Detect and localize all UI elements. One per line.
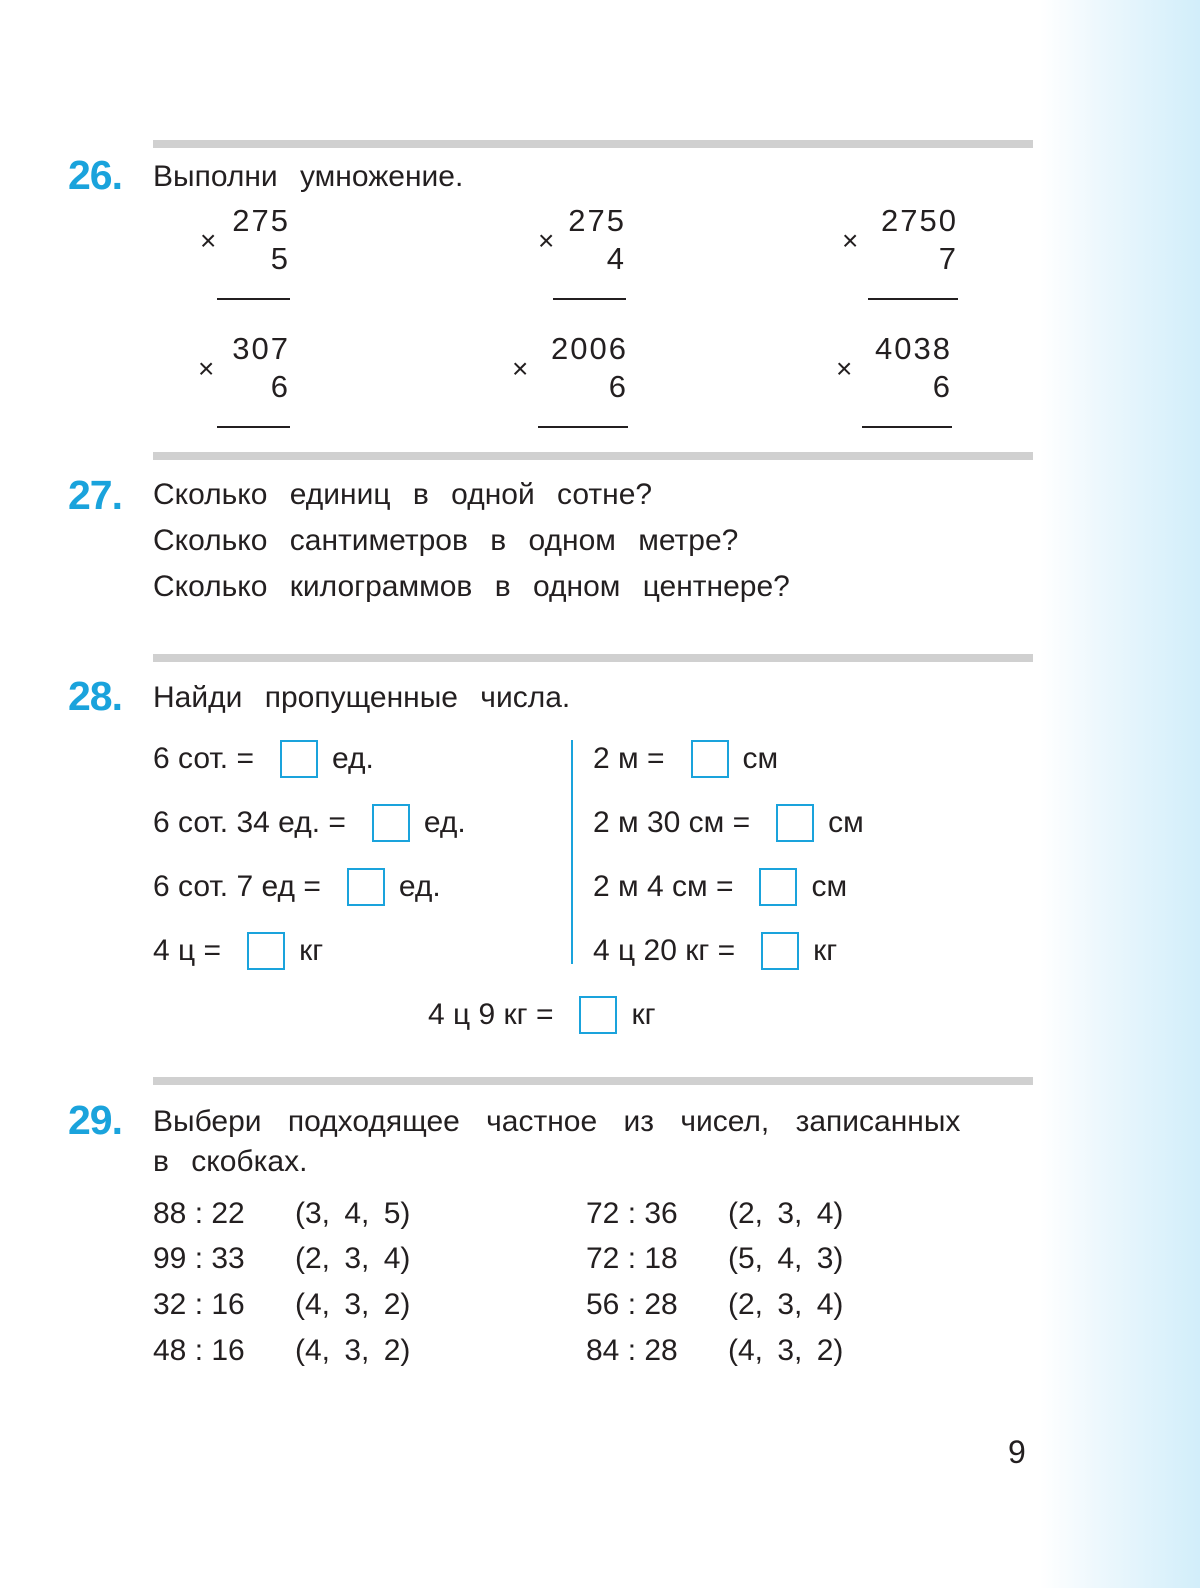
conversion-equation (428, 996, 656, 1034)
multiplicand: 275 (568, 203, 626, 238)
multiply-sign: × (836, 353, 853, 384)
multiplication-problem (836, 333, 952, 428)
equation-left: 2 м 4 см = (593, 870, 734, 903)
division-expression: 48 : 16 (153, 1334, 245, 1367)
equation-unit: см (828, 806, 864, 839)
answer-box[interactable] (579, 996, 617, 1034)
division-options: (3, 4, 5) (295, 1197, 411, 1230)
answer-box[interactable] (776, 804, 814, 842)
division-item (586, 1334, 844, 1367)
answer-box[interactable] (761, 932, 799, 970)
division-item (153, 1288, 411, 1321)
equation-left: 2 м 30 см = (593, 806, 751, 839)
division-options: (5, 4, 3) (728, 1242, 844, 1275)
section-divider (153, 654, 1033, 662)
section-divider (153, 140, 1033, 148)
division-options: (2, 3, 4) (295, 1242, 411, 1275)
exercise-title-continued: в скобках. (153, 1145, 308, 1178)
answer-box[interactable] (247, 932, 285, 970)
answer-line (868, 298, 958, 300)
answer-line (538, 426, 628, 428)
division-expression: 88 : 22 (153, 1197, 245, 1230)
division-expression: 72 : 18 (586, 1242, 678, 1275)
division-expression: 72 : 36 (586, 1197, 678, 1230)
equation-left: 4 ц 9 кг = (428, 998, 554, 1031)
conversion-equation (593, 868, 847, 906)
conversion-equation (153, 868, 441, 906)
equation-left: 4 ц 20 кг = (593, 934, 736, 967)
section-divider (153, 452, 1033, 460)
division-expression: 32 : 16 (153, 1288, 245, 1321)
multiplication-problem (842, 205, 958, 300)
multiplier: 6 (270, 369, 290, 404)
question-line: Сколько килограммов в одном центнере? (153, 570, 790, 603)
multiply-sign: × (512, 353, 529, 384)
multiplier: 4 (606, 241, 626, 276)
multiplier: 7 (938, 241, 958, 276)
multiply-sign: × (538, 225, 555, 256)
question-line: Сколько единиц в одной сотне? (153, 478, 653, 511)
equation-left: 4 ц = (153, 934, 222, 967)
division-options: (4, 3, 2) (295, 1334, 411, 1367)
equation-unit: кг (813, 934, 838, 967)
conversion-equation (593, 740, 778, 778)
division-item (586, 1197, 844, 1230)
column-divider (571, 740, 573, 964)
multiplicand: 307 (232, 331, 290, 366)
multiplication-problem (198, 333, 290, 428)
equation-left: 2 м = (593, 742, 665, 775)
equation-unit: ед. (332, 742, 374, 775)
multiply-sign: × (200, 225, 217, 256)
division-item (153, 1197, 411, 1230)
multiplier: 6 (608, 369, 628, 404)
conversion-equation (153, 932, 323, 970)
division-expression: 56 : 28 (586, 1288, 678, 1321)
equation-unit: кг (631, 998, 656, 1031)
exercise-number: 27. (68, 472, 122, 518)
answer-box[interactable] (691, 740, 729, 778)
multiply-sign: × (198, 353, 215, 384)
division-item (586, 1242, 844, 1275)
exercise-number: 29. (68, 1097, 122, 1143)
conversion-equation (593, 932, 837, 970)
conversion-equation (153, 804, 466, 842)
multiplicand: 275 (232, 203, 290, 238)
answer-box[interactable] (280, 740, 318, 778)
section-divider (153, 1077, 1033, 1085)
equation-left: 6 сот. 7 ед = (153, 870, 321, 903)
division-expression: 99 : 33 (153, 1242, 245, 1275)
equation-unit: кг (299, 934, 324, 967)
answer-box[interactable] (347, 868, 385, 906)
division-options: (4, 3, 2) (728, 1334, 844, 1367)
multiplier: 6 (932, 369, 952, 404)
equation-left: 6 сот. = (153, 742, 254, 775)
answer-box[interactable] (759, 868, 797, 906)
equation-unit: см (811, 870, 848, 903)
conversion-equation (593, 804, 864, 842)
multiplicand: 2006 (551, 331, 628, 366)
answer-line (217, 426, 290, 428)
division-item (153, 1242, 411, 1275)
exercise-title: Найди пропущенные числа. (153, 681, 571, 714)
answer-line (217, 298, 290, 300)
division-options: (2, 3, 4) (728, 1197, 844, 1230)
multiplication-problem (200, 205, 290, 300)
question-line: Сколько сантиметров в одном метре? (153, 524, 739, 557)
division-item (153, 1334, 411, 1367)
equation-left: 6 сот. 34 ед. = (153, 806, 346, 839)
division-item (586, 1288, 844, 1321)
multiplicand: 4038 (875, 331, 952, 366)
answer-line (862, 426, 952, 428)
exercise-title: Выбери подходящее частное из чисел, записанных (153, 1105, 961, 1138)
multiplier: 5 (270, 241, 290, 276)
conversion-equation (153, 740, 374, 778)
multiplication-problem (538, 205, 626, 300)
division-options: (4, 3, 2) (295, 1288, 411, 1321)
page-edge-gradient (1040, 0, 1200, 1588)
equation-unit: ед. (398, 870, 441, 903)
multiplication-problem (512, 333, 628, 428)
answer-line (553, 298, 626, 300)
equation-unit: см (742, 742, 779, 775)
exercise-title: Выполни умножение. (153, 160, 464, 193)
page-number: 9 (1008, 1434, 1026, 1470)
equation-unit: ед. (423, 806, 466, 839)
exercise-number: 26. (68, 152, 122, 198)
division-options: (2, 3, 4) (728, 1288, 844, 1321)
division-expression: 84 : 28 (586, 1334, 678, 1367)
multiply-sign: × (842, 225, 859, 256)
multiplicand: 2750 (881, 203, 958, 238)
exercise-number: 28. (68, 673, 122, 719)
answer-box[interactable] (372, 804, 410, 842)
